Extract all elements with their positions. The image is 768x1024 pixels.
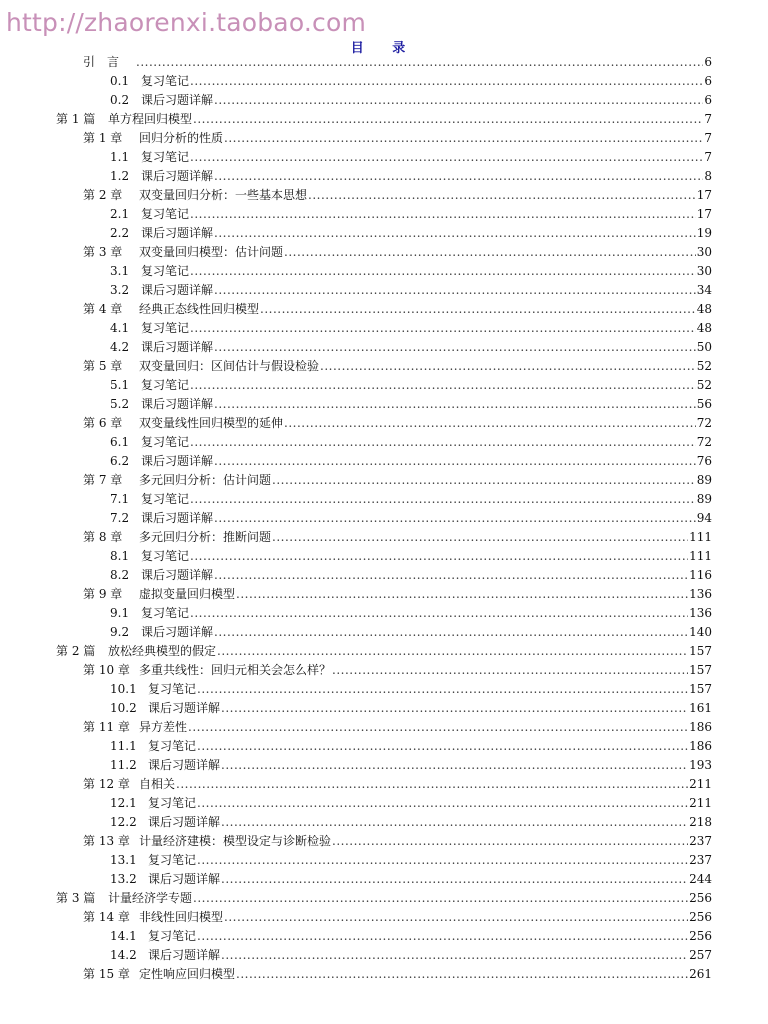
toc-entry-number: 5.1 xyxy=(110,378,130,392)
toc-entry-page: 17 xyxy=(696,188,712,202)
toc-entry-part[interactable] xyxy=(56,110,712,129)
toc-entry-section[interactable] xyxy=(110,737,712,756)
leader-dots xyxy=(236,585,688,604)
toc-entry-number: 5.2 xyxy=(110,397,130,411)
leader-dots xyxy=(214,338,696,357)
leader-dots xyxy=(272,471,696,490)
toc-entry-section[interactable] xyxy=(110,452,712,471)
toc-entry-page: 256 xyxy=(689,910,712,924)
toc-entry-page: 48 xyxy=(696,302,712,316)
leader-dots xyxy=(217,642,688,661)
toc-entry-page: 8 xyxy=(704,169,712,183)
toc-entry-section[interactable] xyxy=(110,167,712,186)
leader-dots xyxy=(176,775,688,794)
toc-entry-title: 课后习题详解 xyxy=(141,454,214,468)
toc-entry-number: 第 2 篇 xyxy=(56,644,96,658)
toc-entry-title: 双变量回归分析：一些基本思想 xyxy=(139,188,308,202)
toc-entry-chapter[interactable] xyxy=(83,908,712,927)
leader-dots xyxy=(136,53,703,72)
toc-entry-number: 第 15 章 xyxy=(83,967,130,981)
leader-dots xyxy=(308,186,696,205)
toc-entry-title: 放松经典模型的假定 xyxy=(108,644,217,658)
toc-entry-section[interactable] xyxy=(110,604,712,623)
leader-dots xyxy=(224,908,688,927)
leader-dots xyxy=(190,547,688,566)
watermark-url: http://zhaorenxi.taobao.com xyxy=(6,8,367,37)
toc-entry-number: 0.1 xyxy=(110,74,130,88)
toc-entry-title: 异方差性 xyxy=(139,720,188,734)
leader-dots xyxy=(224,129,703,148)
toc-entry-number: 第 10 章 xyxy=(83,663,130,677)
toc-entry-title: 复习笔记 xyxy=(148,929,197,943)
toc-entry-section[interactable] xyxy=(110,813,712,832)
toc-entry-page: 6 xyxy=(704,74,712,88)
toc-entry-number: 4.1 xyxy=(110,321,130,335)
toc-entry-page: 161 xyxy=(689,701,712,715)
toc-entry-title: 课后习题详解 xyxy=(141,169,214,183)
leader-dots xyxy=(332,832,688,851)
toc-entry-number: 第 1 篇 xyxy=(56,112,96,126)
toc-entry-number: 8.2 xyxy=(110,568,130,582)
leader-dots xyxy=(193,889,688,908)
leader-dots xyxy=(188,718,688,737)
leader-dots xyxy=(190,604,688,623)
toc-entry-title: 课后习题详解 xyxy=(141,283,214,297)
toc-entry-title: 复习笔记 xyxy=(141,74,190,88)
toc-entry-page: 211 xyxy=(689,777,712,791)
toc-entry-title: 课后习题详解 xyxy=(141,511,214,525)
toc-entry-section[interactable] xyxy=(110,490,712,509)
toc-entry-page: 237 xyxy=(689,853,712,867)
toc-entry-title: 复习笔记 xyxy=(141,321,190,335)
toc-entry-section[interactable] xyxy=(110,870,712,889)
toc-entry-chapter[interactable] xyxy=(83,528,712,547)
leader-dots xyxy=(236,965,688,984)
toc-entry-number: 9.2 xyxy=(110,625,130,639)
leader-dots xyxy=(221,946,688,965)
toc-entry-page: 237 xyxy=(689,834,712,848)
toc-entry-page: 94 xyxy=(696,511,712,525)
leader-dots xyxy=(214,167,703,186)
toc-entry-title: 计量经济建模：模型设定与诊断检验 xyxy=(139,834,332,848)
toc-entry-title: 双变量回归模型：估计问题 xyxy=(139,245,284,259)
toc-entry-number: 第 5 章 xyxy=(83,359,123,373)
toc-entry-title: 复习笔记 xyxy=(141,150,190,164)
toc-entry-chapter[interactable] xyxy=(83,471,712,490)
toc-entry-page: 76 xyxy=(696,454,712,468)
leader-dots xyxy=(197,851,688,870)
leader-dots xyxy=(197,794,688,813)
toc-entry-intro[interactable] xyxy=(83,53,712,72)
toc-entry-number: 第 6 章 xyxy=(83,416,123,430)
toc-entry-chapter[interactable] xyxy=(83,585,712,604)
toc-entry-section[interactable] xyxy=(110,699,712,718)
toc-entry-number: 第 3 章 xyxy=(83,245,123,259)
toc-entry-page: 72 xyxy=(696,416,712,430)
toc-entry-page: 157 xyxy=(689,682,712,696)
leader-dots xyxy=(197,927,688,946)
toc-entry-page: 30 xyxy=(696,245,712,259)
toc-entry-section[interactable] xyxy=(110,148,712,167)
leader-dots xyxy=(214,623,688,642)
toc-entry-title: 复习笔记 xyxy=(141,492,190,506)
toc-entry-number: 7.1 xyxy=(110,492,130,506)
toc-entry-section[interactable] xyxy=(110,224,712,243)
toc-entry-title: 定性响应回归模型 xyxy=(139,967,236,981)
toc-entry-number: 第 13 章 xyxy=(83,834,130,848)
toc-entry-title: 双变量线性回归模型的延伸 xyxy=(139,416,284,430)
toc-entry-page: 89 xyxy=(696,473,712,487)
toc-entry-number: 6.2 xyxy=(110,454,130,468)
toc-entry-section[interactable] xyxy=(110,566,712,585)
toc-entry-page: 6 xyxy=(704,93,712,107)
toc-entry-number: 12.2 xyxy=(110,815,137,829)
toc-title: 目 录 xyxy=(350,41,418,56)
toc-entry-title: 多元回归分析：估计问题 xyxy=(139,473,272,487)
toc-entry-number: 8.1 xyxy=(110,549,130,563)
toc-entry-title: 复习笔记 xyxy=(141,378,190,392)
toc-entry-number: 2.1 xyxy=(110,207,130,221)
toc-entry-page: 17 xyxy=(696,207,712,221)
toc-entry-number: 第 14 章 xyxy=(83,910,130,924)
leader-dots xyxy=(221,813,688,832)
toc-entry-number: 6.1 xyxy=(110,435,130,449)
toc-entry-chapter[interactable] xyxy=(83,357,712,376)
toc-entry-number: 10.2 xyxy=(110,701,137,715)
toc-entry-title: 课后习题详解 xyxy=(148,758,221,772)
leader-dots xyxy=(190,433,696,452)
toc-entry-title: 复习笔记 xyxy=(141,549,190,563)
toc-entry-section[interactable] xyxy=(110,72,712,91)
toc-entry-title: 课后习题详解 xyxy=(141,397,214,411)
toc-entry-title: 复习笔记 xyxy=(148,796,197,810)
toc-entry-page: 257 xyxy=(689,948,712,962)
toc-entry-number: 12.1 xyxy=(110,796,137,810)
toc-entry-section[interactable] xyxy=(110,946,712,965)
toc-entry-part[interactable] xyxy=(56,889,712,908)
leader-dots xyxy=(284,243,696,262)
toc-entry-page: 50 xyxy=(696,340,712,354)
toc-entry-page: 52 xyxy=(696,378,712,392)
leader-dots xyxy=(190,490,696,509)
toc-entry-number: 第 2 章 xyxy=(83,188,123,202)
toc-entry-title: 复习笔记 xyxy=(148,853,197,867)
toc-entry-page: 256 xyxy=(689,891,712,905)
leader-dots xyxy=(190,376,696,395)
leader-dots xyxy=(221,699,688,718)
leader-dots xyxy=(214,566,688,585)
toc-entry-title: 课后习题详解 xyxy=(148,701,221,715)
leader-dots xyxy=(190,72,703,91)
toc-entry-number: 第 8 章 xyxy=(83,530,123,544)
leader-dots xyxy=(272,528,688,547)
toc-entry-number: 7.2 xyxy=(110,511,130,525)
toc-entry-page: 244 xyxy=(689,872,712,886)
toc-entry-title: 自相关 xyxy=(139,777,176,791)
toc-entry-title: 课后习题详解 xyxy=(141,340,214,354)
toc-entry-section[interactable] xyxy=(110,338,712,357)
toc-entry-number: 2.2 xyxy=(110,226,130,240)
leader-dots xyxy=(214,281,696,300)
toc-entry-chapter[interactable] xyxy=(83,414,712,433)
toc-entry-chapter[interactable] xyxy=(83,300,712,319)
toc-entry-title: 课后习题详解 xyxy=(141,226,214,240)
toc-entry-section[interactable] xyxy=(110,756,712,775)
toc-entry-section[interactable] xyxy=(110,509,712,528)
table-of-contents xyxy=(0,53,768,984)
toc-entry-number: 引 言 xyxy=(83,55,120,69)
toc-entry-number: 第 4 章 xyxy=(83,302,123,316)
toc-entry-title: 回归分析的性质 xyxy=(139,131,224,145)
leader-dots xyxy=(320,357,696,376)
leader-dots xyxy=(221,756,688,775)
toc-entry-page: 218 xyxy=(689,815,712,829)
toc-entry-page: 157 xyxy=(689,663,712,677)
toc-entry-title: 复习笔记 xyxy=(148,739,197,753)
toc-entry-page: 52 xyxy=(696,359,712,373)
toc-entry-title: 复习笔记 xyxy=(141,207,190,221)
toc-entry-page: 256 xyxy=(689,929,712,943)
toc-entry-number: 10.1 xyxy=(110,682,137,696)
leader-dots xyxy=(332,661,688,680)
leader-dots xyxy=(214,452,696,471)
leader-dots xyxy=(190,148,703,167)
leader-dots xyxy=(214,91,703,110)
toc-entry-number: 13.1 xyxy=(110,853,137,867)
toc-entry-section[interactable] xyxy=(110,262,712,281)
leader-dots xyxy=(190,205,696,224)
toc-entry-page: 116 xyxy=(689,568,712,582)
toc-entry-number: 第 3 篇 xyxy=(56,891,96,905)
toc-entry-page: 6 xyxy=(704,55,712,69)
toc-entry-number: 13.2 xyxy=(110,872,137,886)
toc-entry-number: 第 1 章 xyxy=(83,131,123,145)
toc-entry-page: 30 xyxy=(696,264,712,278)
toc-entry-number: 3.2 xyxy=(110,283,130,297)
leader-dots xyxy=(214,224,696,243)
toc-entry-number: 14.1 xyxy=(110,929,137,943)
toc-entry-chapter[interactable] xyxy=(83,775,712,794)
toc-entry-title: 双变量回归：区间估计与假设检验 xyxy=(139,359,320,373)
toc-entry-page: 111 xyxy=(689,530,712,544)
toc-entry-section[interactable] xyxy=(110,623,712,642)
toc-entry-title: 多重共线性：回归元相关会怎么样？ xyxy=(139,663,332,677)
leader-dots xyxy=(214,509,696,528)
leader-dots xyxy=(221,870,688,889)
leader-dots xyxy=(190,319,696,338)
toc-entry-number: 1.1 xyxy=(110,150,130,164)
toc-entry-page: 136 xyxy=(689,587,712,601)
toc-entry-title: 课后习题详解 xyxy=(148,948,221,962)
toc-entry-page: 186 xyxy=(689,720,712,734)
toc-entry-number: 3.1 xyxy=(110,264,130,278)
toc-entry-number: 11.2 xyxy=(110,758,137,772)
toc-entry-section[interactable] xyxy=(110,395,712,414)
toc-entry-number: 0.2 xyxy=(110,93,130,107)
toc-entry-page: 111 xyxy=(689,549,712,563)
toc-entry-number: 1.2 xyxy=(110,169,130,183)
toc-entry-section[interactable] xyxy=(110,433,712,452)
toc-entry-title: 单方程回归模型 xyxy=(108,112,193,126)
toc-entry-chapter[interactable] xyxy=(83,965,712,984)
toc-entry-page: 48 xyxy=(696,321,712,335)
leader-dots xyxy=(193,110,703,129)
leader-dots xyxy=(284,414,696,433)
toc-entry-page: 140 xyxy=(689,625,712,639)
leader-dots xyxy=(260,300,696,319)
toc-entry-number: 第 7 章 xyxy=(83,473,123,487)
toc-entry-title: 课后习题详解 xyxy=(141,568,214,582)
toc-entry-title: 复习笔记 xyxy=(141,606,190,620)
toc-entry-chapter[interactable] xyxy=(83,718,712,737)
toc-entry-page: 19 xyxy=(696,226,712,240)
toc-entry-page: 157 xyxy=(689,644,712,658)
toc-entry-section[interactable] xyxy=(110,376,712,395)
toc-entry-section[interactable] xyxy=(110,205,712,224)
toc-entry-title: 复习笔记 xyxy=(141,264,190,278)
toc-entry-page: 7 xyxy=(704,131,712,145)
leader-dots xyxy=(197,737,688,756)
toc-entry-page: 7 xyxy=(704,112,712,126)
toc-entry-title: 非线性回归模型 xyxy=(139,910,224,924)
toc-entry-title: 课后习题详解 xyxy=(141,625,214,639)
toc-entry-section[interactable] xyxy=(110,927,712,946)
leader-dots xyxy=(197,680,688,699)
toc-entry-title: 课后习题详解 xyxy=(148,815,221,829)
toc-entry-chapter[interactable] xyxy=(83,186,712,205)
toc-entry-number: 第 12 章 xyxy=(83,777,130,791)
toc-entry-number: 14.2 xyxy=(110,948,137,962)
toc-entry-title: 计量经济学专题 xyxy=(108,891,193,905)
toc-entry-number: 11.1 xyxy=(110,739,137,753)
toc-entry-page: 261 xyxy=(689,967,712,981)
toc-entry-number: 9.1 xyxy=(110,606,130,620)
toc-entry-title: 复习笔记 xyxy=(148,682,197,696)
toc-entry-title: 多元回归分析：推断问题 xyxy=(139,530,272,544)
toc-entry-chapter[interactable] xyxy=(83,661,712,680)
toc-entry-section[interactable] xyxy=(110,547,712,566)
toc-entry-section[interactable] xyxy=(110,319,712,338)
toc-entry-page: 56 xyxy=(696,397,712,411)
toc-entry-page: 211 xyxy=(689,796,712,810)
toc-entry-section[interactable] xyxy=(110,851,712,870)
toc-entry-page: 34 xyxy=(696,283,712,297)
toc-entry-number: 第 11 章 xyxy=(83,720,130,734)
toc-entry-section[interactable] xyxy=(110,281,712,300)
leader-dots xyxy=(214,395,696,414)
toc-entry-page: 193 xyxy=(689,758,712,772)
toc-entry-title: 经典正态线性回归模型 xyxy=(139,302,260,316)
toc-entry-section[interactable] xyxy=(110,680,712,699)
toc-entry-part[interactable] xyxy=(56,642,712,661)
toc-entry-page: 186 xyxy=(689,739,712,753)
toc-entry-page: 72 xyxy=(696,435,712,449)
toc-entry-page: 89 xyxy=(696,492,712,506)
leader-dots xyxy=(190,262,696,281)
toc-entry-title: 复习笔记 xyxy=(141,435,190,449)
toc-entry-number: 第 9 章 xyxy=(83,587,123,601)
toc-entry-title: 课后习题详解 xyxy=(148,872,221,886)
toc-entry-section[interactable] xyxy=(110,794,712,813)
toc-entry-title: 虚拟变量回归模型 xyxy=(139,587,236,601)
toc-entry-chapter[interactable] xyxy=(83,832,712,851)
toc-entry-section[interactable] xyxy=(110,91,712,110)
toc-entry-title: 课后习题详解 xyxy=(141,93,214,107)
toc-entry-number: 4.2 xyxy=(110,340,130,354)
toc-entry-page: 136 xyxy=(689,606,712,620)
toc-entry-chapter[interactable] xyxy=(83,243,712,262)
toc-entry-page: 7 xyxy=(704,150,712,164)
toc-entry-chapter[interactable] xyxy=(83,129,712,148)
